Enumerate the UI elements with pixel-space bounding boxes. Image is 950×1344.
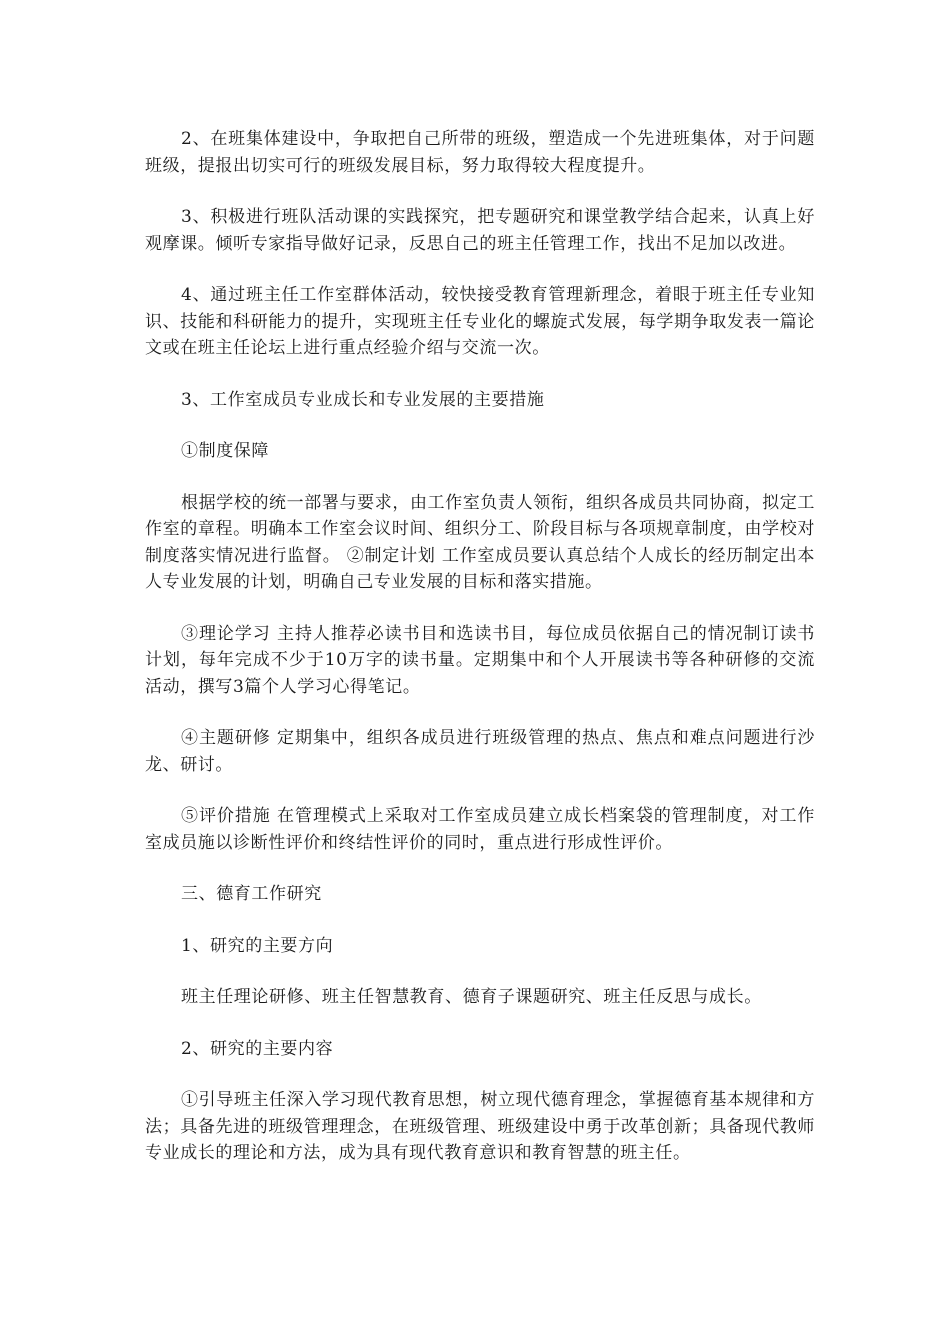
paragraph-theme-study: ④主题研修 定期集中，组织各成员进行班级管理的热点、焦点和难点问题进行沙龙、研讨。	[145, 728, 815, 775]
section-heading-growth-measures: 3、工作室成员专业成长和专业发展的主要措施	[181, 389, 545, 410]
paragraph-research-direction: 班主任理论研修、班主任智慧教育、德育子课题研究、班主任反思与成长。	[181, 987, 762, 1007]
paragraph-studio-activity: 4、通过班主任工作室群体活动，较快接受教育管理新理念，着眼于班主任专业知识、技能和科研能力的提升，实现班主任专业化的螺旋式发展，每学期争取发表一篇论文或在班主任论坛上进行重点经验介绍与交流一次。	[145, 285, 815, 358]
paragraph-evaluation: ⑤评价措施 在管理模式上采取对工作室成员建立成长档案袋的管理制度，对工作室成员施以诊断性评价和终结性评价的同时，重点进行形成性评价。	[145, 806, 815, 853]
section-heading-moral-education: 三、德育工作研究	[181, 884, 322, 904]
subheading-research-direction: 1、研究的主要方向	[181, 935, 334, 956]
subheading-research-content: 2、研究的主要内容	[181, 1038, 334, 1059]
paragraph-activity-class: 3、积极进行班队活动课的实践探究，把专题研究和课堂教学结合起来，认真上好观摩课。倾听专家指导做好记录，反思自己的班主任管理工作，找出不足加以改进。	[145, 207, 815, 254]
paragraph-class-building: 2、在班集体建设中，争取把自己所带的班级，塑造成一个先进班集体，对于问题班级，提报出切实可行的班级发展目标，努力取得较大程度提升。	[145, 129, 815, 176]
paragraph-theory-study: ③理论学习 主持人推荐必读书目和选读书目，每位成员依据自己的情况制订读书计划，每年完成不少于10万字的读书量。定期集中和个人开展读书等各种研修的交流活动，撰写3篇个人学习心得笔记。	[145, 623, 815, 697]
paragraph-system-and-plan: 根据学校的统一部署与要求，由工作室负责人领衔，组织各成员共同协商，拟定工作室的章程。明确本工作室会议时间、组织分工、阶段目标与各项规章制度，由学校对制度落实情况进行监督。 ②制定计划 工作室成员要认真总结个人成长的经历制定出本人专业发展的计划，明确自己专业发展的目标和落实措施。	[145, 492, 815, 592]
document-body	[145, 126, 815, 1192]
paragraph-research-content: ①引导班主任深入学习现代教育思想，树立现代德育理念，掌握德育基本规律和方法；具备先进的班级管理理念，在班级管理、班级建设中勇于改革创新；具备现代教师专业成长的理论和方法，成为具有现代教育意识和教育智慧的班主任。	[145, 1090, 815, 1163]
subheading-system-guarantee: ①制度保障	[181, 441, 269, 461]
